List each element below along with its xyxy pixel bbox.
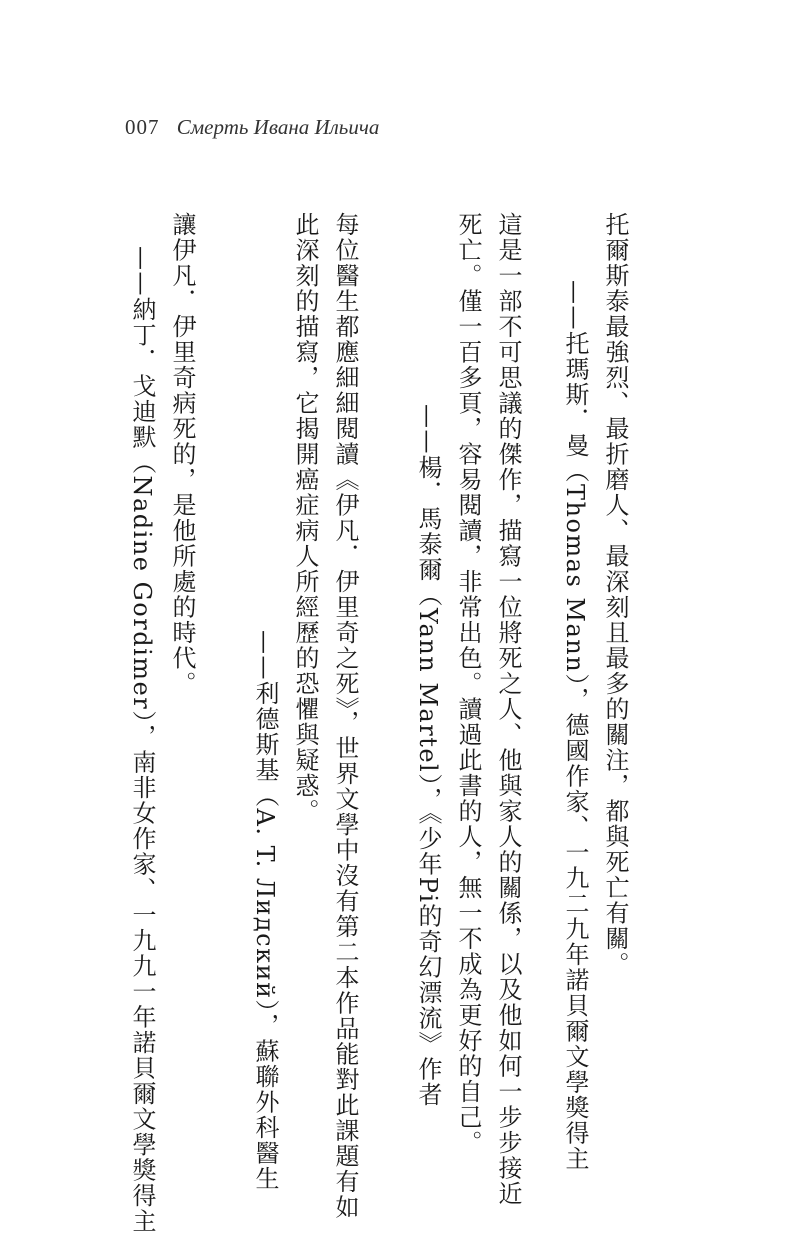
quote-4-attribution: ——納丁．戈迪默（Nadine Gordimer），南非女作家、一九九一年諾貝爾文學獎得主: [128, 246, 156, 1234]
quote-3-line-1: 每位醫生都應細細閱讀《伊凡．伊里奇之死》，世界文學中沒有第二本作品能對此課題有如: [331, 212, 359, 1220]
book-title: Смерть Ивана Ильича: [176, 115, 380, 139]
quote-4-line-1: 讓伊凡．伊里奇病死的，是他所處的時代。: [168, 212, 196, 697]
quote-3-line-2: 此深刻的描寫，它揭開癌症病人所經歷的恐懼與疑惑。: [291, 212, 319, 824]
quote-2-line-1: 這是一部不可思議的傑作，描寫一位將死之人、他與家人的關係，以及他如何一步步接近: [494, 212, 522, 1207]
running-header: [125, 115, 379, 140]
quote-2-line-2: 死亡。僅一百多頁，容易閱讀，非常出色。讀過此書的人，無一不成為更好的自己。: [454, 212, 482, 1156]
quote-2-attribution: ——楊．馬泰爾（Yann Martel），《少年Pi的奇幻漂流》作者: [414, 404, 442, 1108]
quote-1-line-1: 托爾斯泰最強烈、最折磨人、最深刻且最多的關注，都與死亡有關。: [601, 212, 629, 977]
page-number: 007: [125, 115, 160, 139]
quote-3-attribution: ——利德斯基（A. T. Лидский），蘇聯外科醫生: [251, 630, 279, 1192]
quote-1-attribution: ——托瑪斯．曼（Thomas Mann），德國作家、一九二九年諾貝爾文學獎得主: [561, 280, 589, 1172]
